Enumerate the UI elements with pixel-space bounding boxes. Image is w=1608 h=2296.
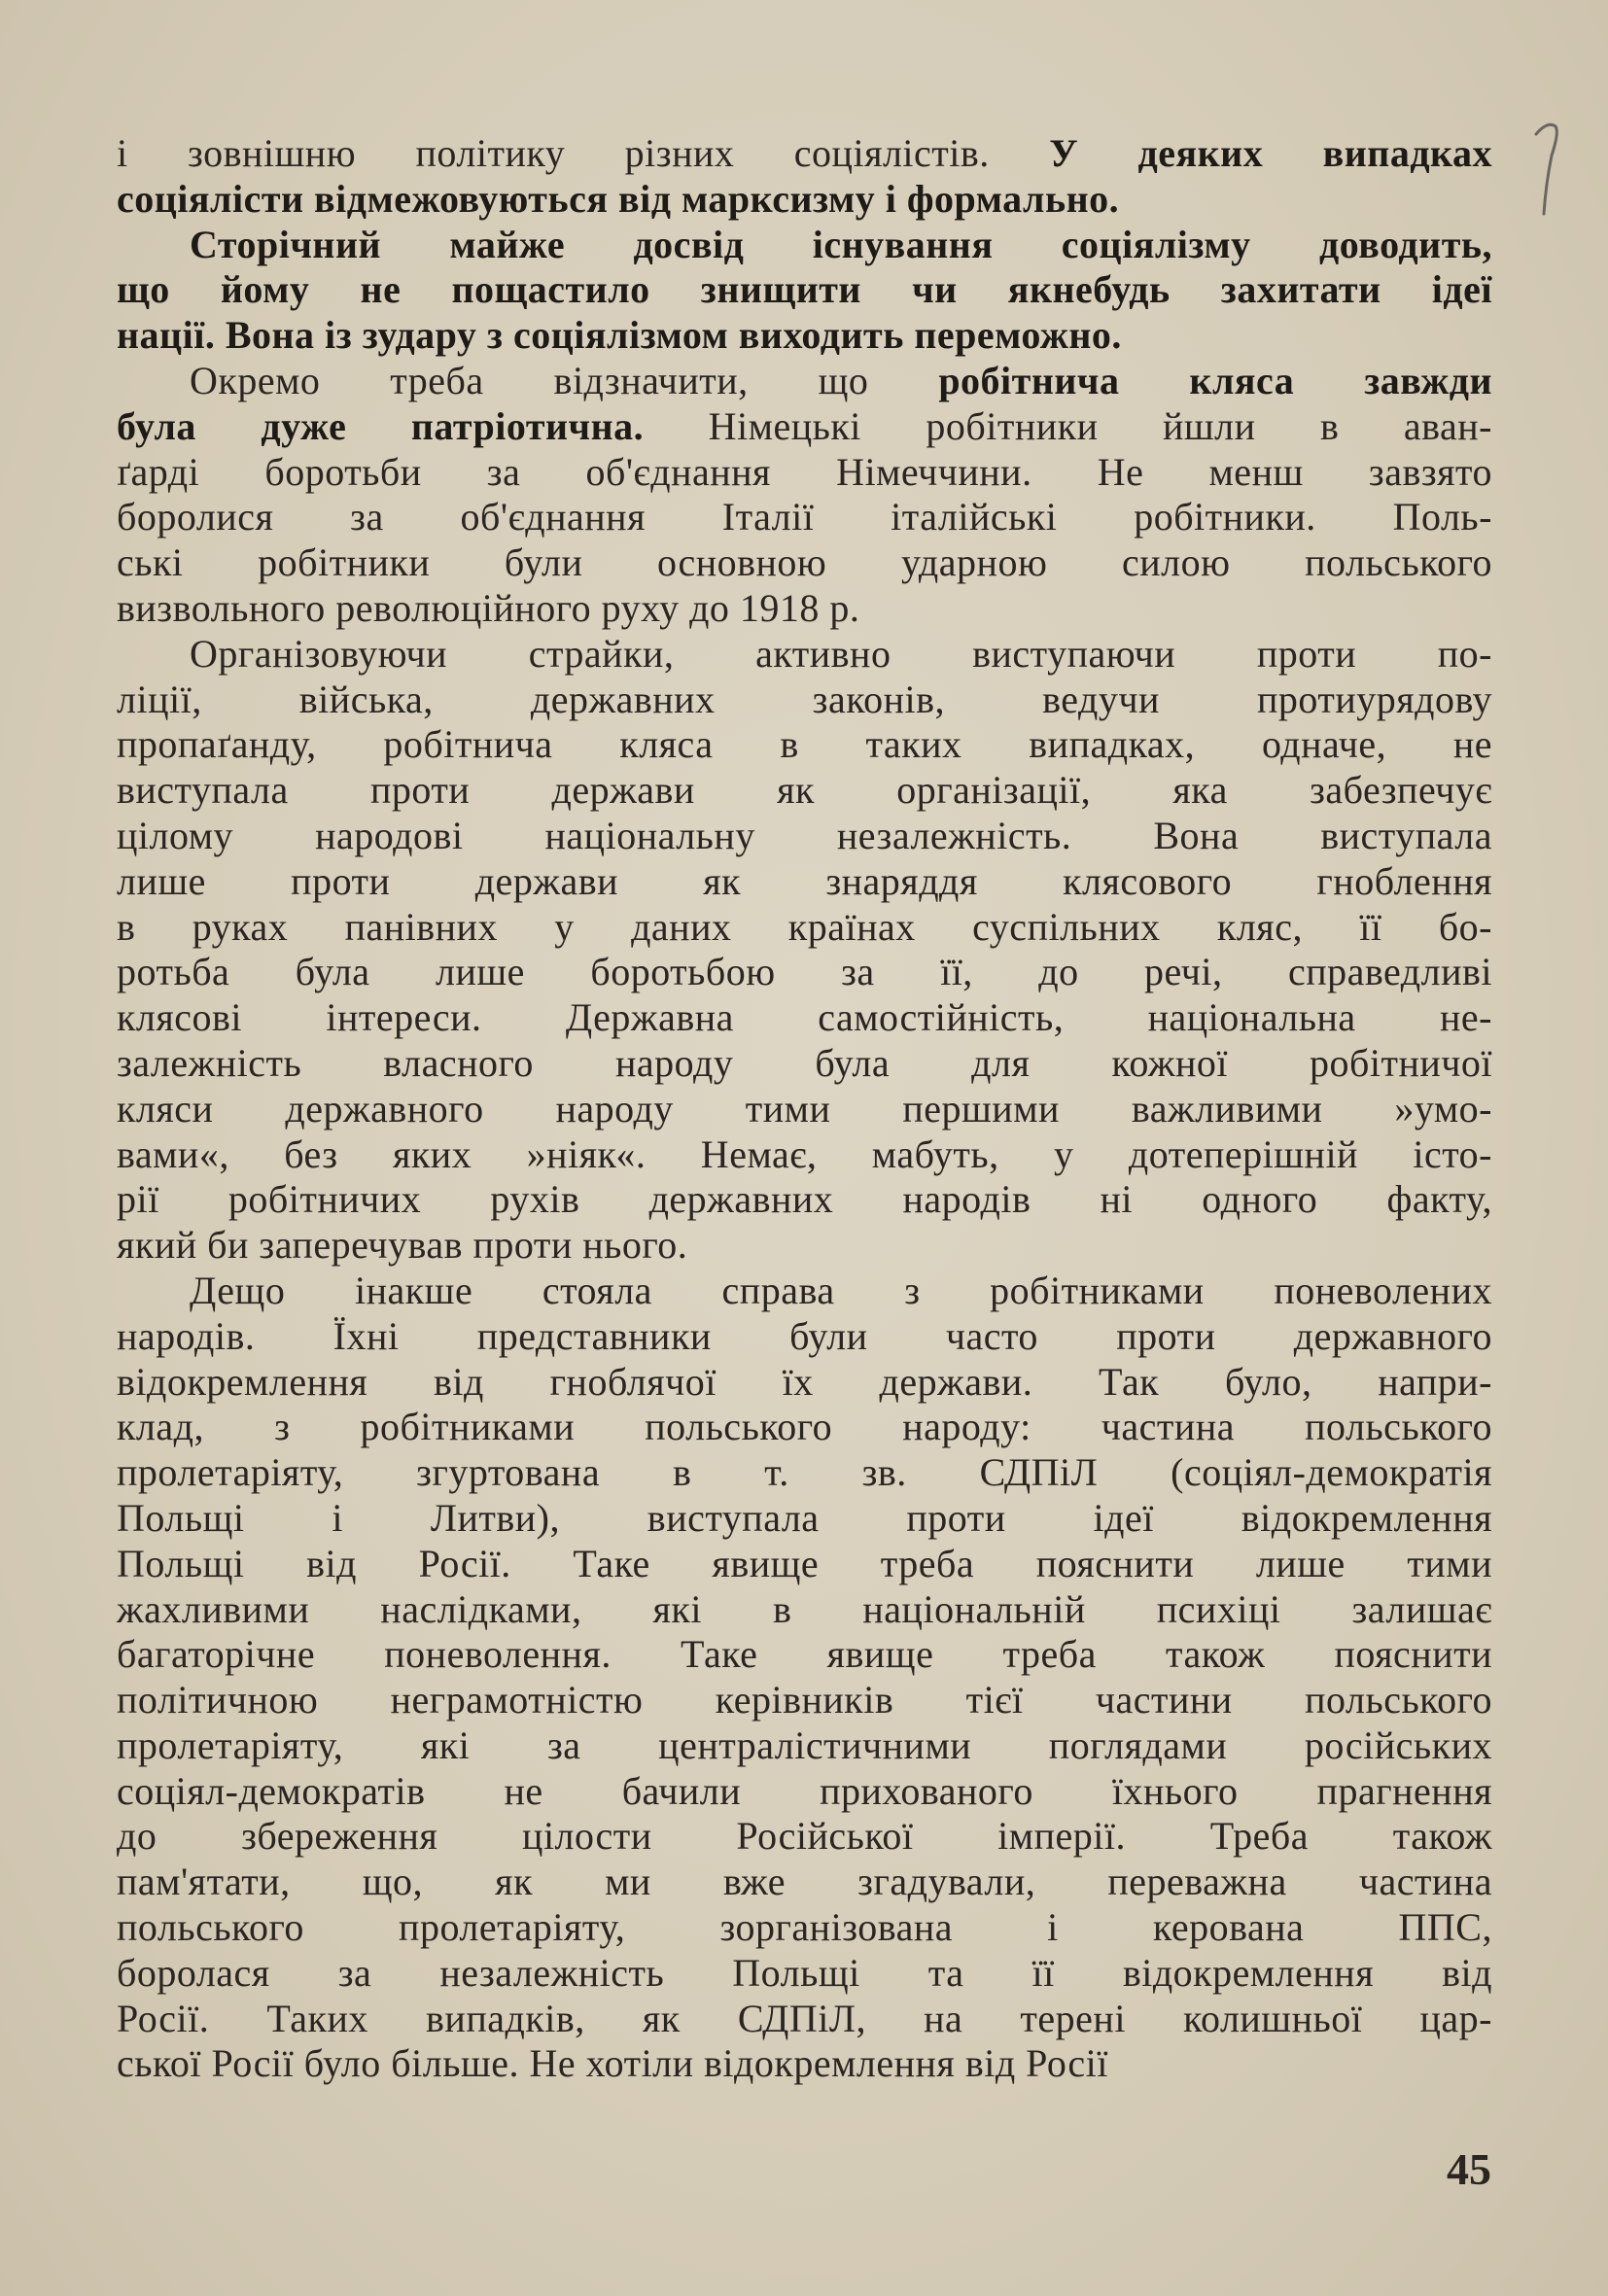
text-line	[117, 905, 1492, 951]
page-body-text	[117, 131, 1492, 2087]
bold-text-segment: У деяких випадках	[1049, 131, 1492, 175]
text-line	[117, 1450, 1492, 1496]
text-line	[117, 1269, 1492, 1314]
text-line	[117, 1496, 1492, 1542]
text-segment: рії робітничих рухів державних народів ні одного факту,	[117, 1177, 1492, 1222]
bold-text-segment: була дуже патріотична.	[117, 403, 709, 448]
text-line	[117, 950, 1492, 995]
text-segment: відокремлення від гноблячої їх держави. Так було, напри-	[117, 1359, 1492, 1404]
text-line	[117, 1951, 1492, 1997]
text-line	[117, 267, 1492, 313]
text-segment: до збереження цілости Російської імперії. Треба також	[117, 1814, 1492, 1859]
text-line	[117, 1223, 1492, 1269]
paragraph	[117, 359, 1492, 632]
bold-text-segment: Сторічний майже досвід існування соціялізму доводить,	[190, 222, 1492, 266]
text-segment: ротьба була лише боротьбою за її, до речі, справедливі	[117, 950, 1492, 994]
text-segment: соціял-демократів не бачили прихованого їхнього прагнення	[117, 1768, 1492, 1813]
text-segment: польського пролетаріяту, зорганізована і керована ППС,	[117, 1905, 1492, 1950]
text-line	[117, 495, 1492, 540]
text-line	[117, 1405, 1492, 1450]
text-line	[117, 2041, 1492, 2087]
text-line	[117, 1177, 1492, 1223]
text-segment: залежність власного народу була для кожної робітничої	[117, 1040, 1492, 1085]
text-segment: і зовнішню політику різних соціялістів.	[117, 131, 1050, 175]
text-segment: який би заперечував проти нього.	[117, 1223, 688, 1268]
text-segment: боролися за об'єднання Італії італійські робітники. Поль-	[117, 495, 1492, 539]
text-segment: Росії. Таких випадків, як СДПіЛ, на терені колишньої цар-	[117, 1996, 1492, 2040]
text-segment: багаторічне поневолення. Таке явище треба також пояснити	[117, 1632, 1492, 1677]
text-segment: в руках панівних у даних країнах суспільних кляс, її бо-	[117, 904, 1492, 949]
text-line	[117, 995, 1492, 1041]
text-segment: політичною неграмотністю керівників тієї частини польського	[117, 1678, 1492, 1722]
text-line	[117, 1360, 1492, 1406]
bold-text-segment: соціялісти відмежовуються від марксизму і формально.	[117, 176, 1120, 221]
text-segment: пропаґанду, робітнича кляса в таких випадках, одначе, не	[117, 722, 1492, 767]
text-segment: Польщі від Росії. Таке явище треба пояснити лише тими	[117, 1541, 1492, 1585]
text-segment: клад, з робітниками польського народу: частина польського	[117, 1405, 1492, 1449]
text-segment: боролася за незалежність Польщі та її відокремлення від	[117, 1950, 1492, 1995]
text-line	[117, 1814, 1492, 1860]
text-line	[117, 1041, 1492, 1087]
text-line	[117, 1314, 1492, 1360]
text-line	[117, 223, 1492, 268]
text-segment: вами«, без яких »ніяк«. Немає, мабуть, у дотеперішній істо-	[117, 1131, 1492, 1176]
text-line	[117, 450, 1492, 496]
text-line	[117, 814, 1492, 859]
text-segment: цілому народові національну незалежність. Вона виступала	[117, 813, 1492, 857]
text-line	[117, 1997, 1492, 2042]
text-segment: виступала проти держави як організації, яка забезпечує	[117, 768, 1492, 813]
text-line	[117, 1587, 1492, 1633]
text-segment: ські робітники були основною ударною силою польського	[117, 540, 1492, 585]
text-segment: пролетаріяту, які за централістичними поглядами російських	[117, 1722, 1492, 1767]
text-line	[117, 1723, 1492, 1769]
page-number: 45	[1447, 2144, 1491, 2194]
text-segment: пролетаріяту, згуртована в т. зв. СДПіЛ (соціял-демократія	[117, 1450, 1492, 1495]
text-line	[117, 404, 1492, 450]
text-segment: лише проти держави як знаряддя клясового гноблення	[117, 858, 1492, 903]
text-line	[117, 1087, 1492, 1132]
text-line	[117, 540, 1492, 586]
text-segment: Організовуючи страйки, активно виступаючи проти по-	[190, 631, 1492, 676]
text-line	[117, 1632, 1492, 1678]
text-line	[117, 1678, 1492, 1723]
bold-text-segment: нації. Вона із зудару з соціялізмом виходить переможно.	[117, 313, 1122, 358]
text-line	[117, 859, 1492, 905]
pencil-mark-icon	[1526, 117, 1575, 224]
text-segment: Польщі і Литви), виступала проти ідеї відокремлення	[117, 1495, 1492, 1540]
text-segment: народів. Їхні представники були часто проти державного	[117, 1313, 1492, 1358]
text-line	[117, 1542, 1492, 1587]
text-segment: клясові інтереси. Державна самостійність, національна не-	[117, 995, 1492, 1040]
paragraph	[117, 223, 1492, 359]
paragraph	[117, 1269, 1492, 2087]
text-line	[117, 768, 1492, 814]
text-line	[117, 359, 1492, 404]
text-segment: Окремо треба відзначити, що	[190, 358, 939, 402]
text-line	[117, 1132, 1492, 1178]
text-line	[117, 1905, 1492, 1951]
text-segment: кляси державного народу тими першими важливими »умо-	[117, 1086, 1492, 1131]
text-line	[117, 177, 1492, 223]
bold-text-segment: робітнича кляса завжди	[938, 358, 1492, 402]
text-segment: Німецькі робітники йшли в аван-	[708, 403, 1493, 448]
text-segment: ліції, війська, державних законів, ведучи протиурядову	[117, 677, 1492, 721]
text-segment: визвольного революційного руху до 1918 р.	[117, 585, 860, 630]
text-line	[117, 678, 1492, 723]
text-segment: жахливими наслідками, які в національній психіці залишає	[117, 1586, 1492, 1631]
text-segment: ґарді боротьби за об'єднання Німеччини. Не менш завзято	[117, 449, 1492, 494]
text-line	[117, 131, 1492, 177]
text-line	[117, 1860, 1492, 1905]
text-segment: ської Росії було більше. Не хотіли відокремлення від Росії	[117, 2041, 1108, 2086]
paragraph	[117, 131, 1492, 223]
text-line	[117, 313, 1492, 359]
text-line	[117, 586, 1492, 632]
text-line	[117, 632, 1492, 678]
bold-text-segment: що йому не пощастило знищити чи якнебудь захитати ідеї	[117, 267, 1492, 312]
text-segment: пам'ятати, що, як ми вже згадували, переважна частина	[117, 1860, 1492, 1904]
text-line	[117, 722, 1492, 768]
text-line	[117, 1769, 1492, 1815]
text-segment: Дещо інакше стояла справа з робітниками поневолених	[190, 1268, 1492, 1312]
paragraph	[117, 632, 1492, 1269]
